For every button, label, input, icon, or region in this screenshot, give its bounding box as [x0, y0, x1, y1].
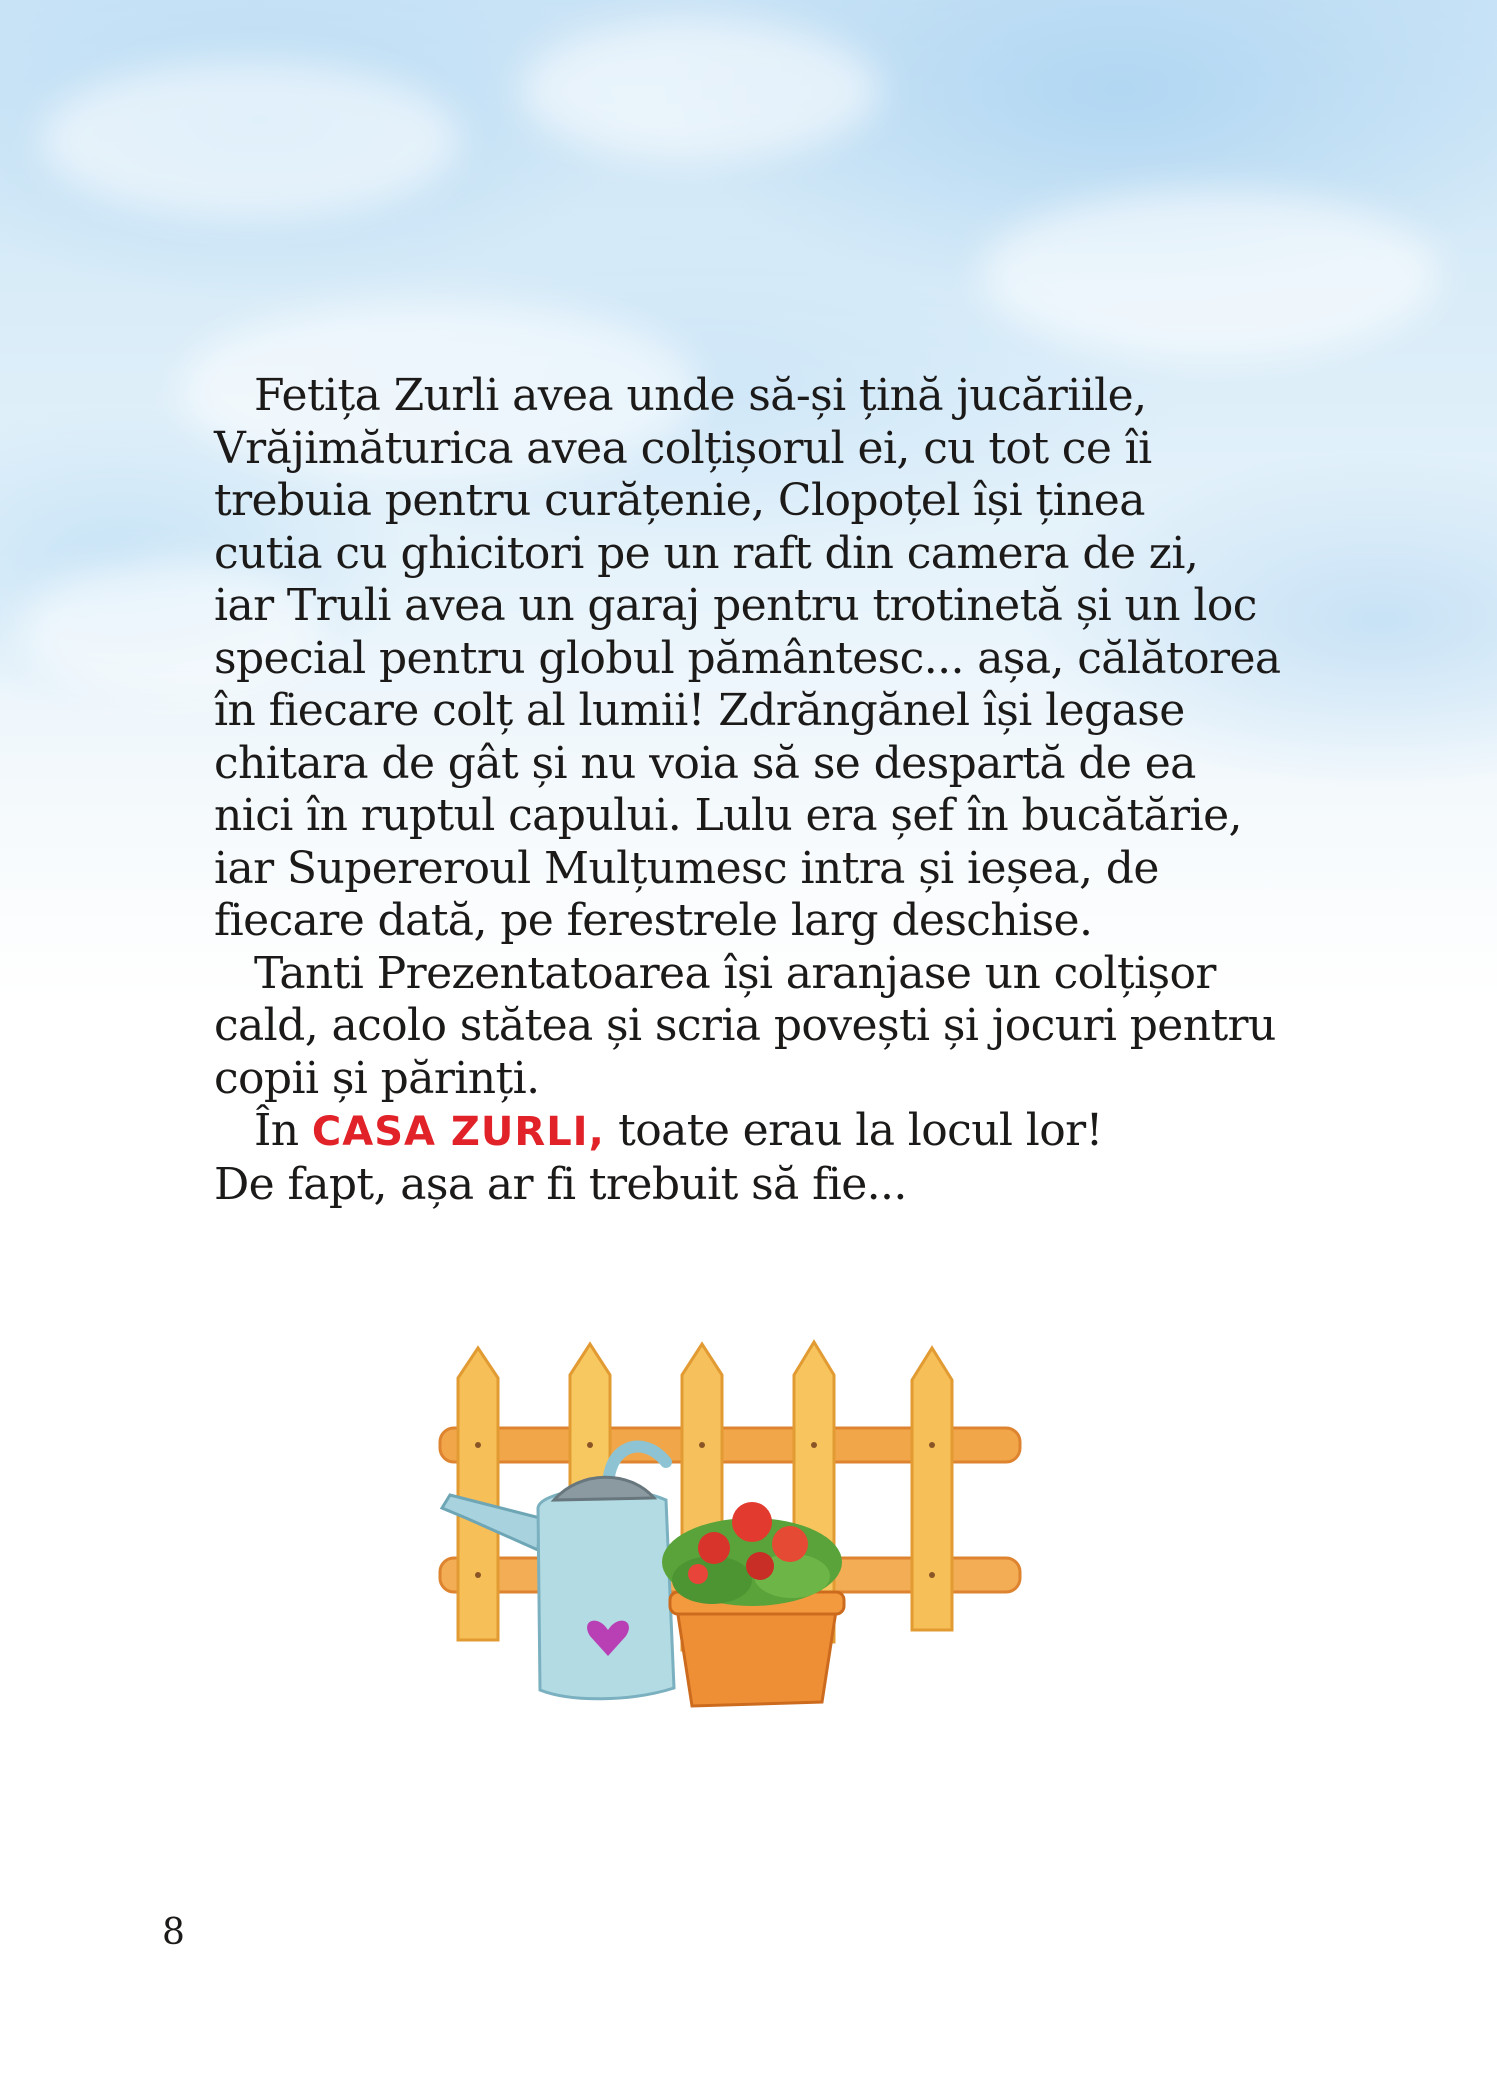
text-fragment: toate erau la locul lor!: [604, 1105, 1103, 1156]
paragraph-line: special pentru globul pământesc... așa, călătorea: [214, 632, 1281, 684]
paragraph-line: De fapt, așa ar fi trebuit să fie...: [214, 1158, 907, 1210]
paragraph-line: trebuia pentru curățenie, Clopoțel își ținea: [214, 475, 1145, 526]
paragraph-line: [214, 1105, 1354, 1159]
text-fragment: În: [254, 1105, 312, 1156]
paragraph-line: Tanti Prezentatoarea își aranjase un colțișor: [254, 947, 1216, 999]
page-number: 8: [162, 1912, 185, 1953]
sky-cloud: [40, 60, 460, 220]
flower-pot: [662, 1502, 844, 1706]
story-text: [214, 370, 1354, 1211]
paragraph-line: Fetița Zurli avea unde să-și țină jucăriile,: [254, 370, 1147, 421]
paragraph-line: cald, acolo stătea și scria povești și jocuri pentru: [214, 1000, 1276, 1051]
paragraph-line: cutia cu ghicitori pe un raft din camera de zi,: [214, 527, 1199, 579]
casa-zurli-brand: CASA ZURLI,: [311, 1109, 605, 1155]
paragraph-line: în fiecare colț al lumii! Zdrăngănel își legase: [214, 685, 1185, 736]
paragraph-line: Vrăjimăturica avea colțișorul ei, cu tot ce îi: [214, 422, 1152, 474]
sky-cloud: [980, 190, 1440, 360]
sky-cloud: [520, 20, 880, 160]
paragraph-line: iar Truli avea un garaj pentru trotinetă și un loc: [214, 580, 1257, 631]
paragraph-line: copii și părinți.: [214, 1052, 540, 1104]
paragraph-line: fiecare dată, pe ferestrele larg deschise.: [214, 895, 1093, 946]
fence-illustration: [430, 1330, 1030, 1720]
paragraph-line: iar Supereroul Mulțumesc intra și ieșea, de: [214, 842, 1159, 894]
paragraph-line: chitara de gât și nu voia să se despartă de ea: [214, 737, 1196, 789]
paragraph-line: nici în ruptul capului. Lulu era șef în bucătărie,: [214, 790, 1242, 841]
